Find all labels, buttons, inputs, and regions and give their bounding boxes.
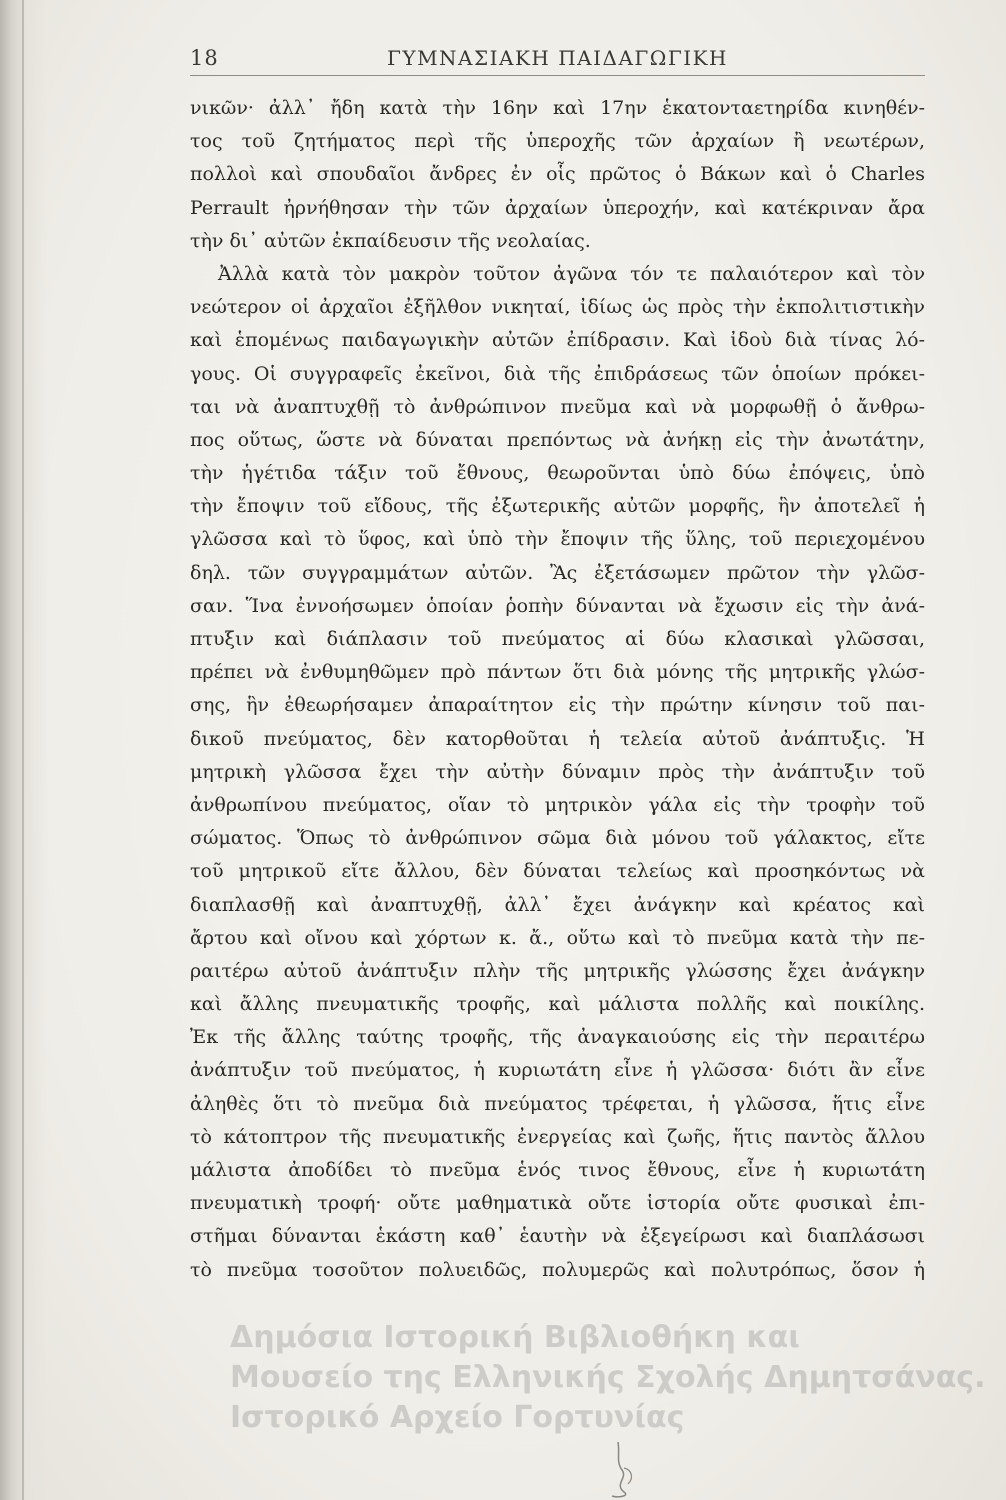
watermark-line: Μουσείο της Ελληνικής Σχολής Δημητσάνας.: [230, 1360, 986, 1395]
text-line: ἀληθὲς ὅτι τὸ πνεῦμα διὰ πνεύματος τρέφεται, ἡ γλῶσσα, ἥτις εἶνε: [190, 1092, 925, 1115]
text-line: ἀνθρωπίνου πνεύματος, οἵαν τὸ μητρικὸν γάλα εἰς τὴν τροφὴν τοῦ: [190, 793, 925, 816]
text-line: τὸ κάτοπτρον τῆς πνευματικῆς ἐνεργείας καὶ ζωῆς, ἥτις παντὸς ἄλλου: [190, 1125, 925, 1148]
text-line: πολλοὶ καὶ σπουδαῖοι ἄνδρες ἐν οἷς πρῶτος ὁ Βάκων καὶ ὁ Charles: [190, 163, 925, 186]
text-line: νεώτερον οἱ ἀρχαῖοι ἐξῆλθον νικηταί, ἰδίως ὡς πρὸς τὴν ἐκπολιτιστικὴν: [190, 296, 925, 319]
text-line: τὴν δι᾽ αὐτῶν ἐκπαίδευσιν τῆς νεολαίας.: [190, 229, 591, 252]
text-line: ἀνάπτυξιν τοῦ πνεύματος, ἡ κυριωτάτη εἶνε ἡ γλῶσσα· διότι ἂν εἶνε: [190, 1059, 925, 1082]
text-line: τὴν ἔποψιν τοῦ εἴδους, τῆς ἐξωτερικῆς αὐτῶν μορφῆς, ἣν ἀποτελεῖ ἡ: [190, 495, 925, 518]
watermark-line: Δημόσια Ιστορική Βιβλιοθήκη και: [230, 1320, 800, 1355]
text-line: νικῶν· ἀλλ᾽ ἤδη κατὰ τὴν 16ην καὶ 17ην ἑκατονταετηρίδα κινηθέν-: [190, 97, 925, 119]
text-line: μάλιστα ἀποδίδει τὸ πνεῦμα ἑνός τινος ἔθνους, εἶνε ἡ κυριωτάτη: [190, 1159, 925, 1181]
body-text: [190, 92, 925, 1287]
text-line: καὶ ἑπομένως παιδαγωγικὴν αὐτῶν ἐπίδρασιν. Καὶ ἰδοὺ διὰ τίνας λό-: [190, 329, 925, 352]
watermark-line: Ιστορικό Αρχείο Γορτυνίας: [230, 1400, 685, 1435]
page-number: 18: [190, 46, 219, 70]
text-line: διαπλασθῇ καὶ ἀναπτυχθῇ, ἀλλ᾽ ἔχει ἀνάγκην καὶ κρέατος καὶ: [190, 893, 925, 916]
text-line: τὸ πνεῦμα τοσοῦτον πολυειδῶς, πολυμερῶς καὶ πολυτρόπως, ὅσον ἡ: [190, 1258, 925, 1281]
library-watermark: [230, 1318, 990, 1438]
text-line: γλῶσσα καὶ τὸ ὕφος, καὶ ὑπὸ τὴν ἔποψιν τῆς ὕλης, τοῦ περιεχομένου: [190, 528, 925, 551]
text-line: Perrault ἠρνήθησαν τὴν τῶν ἀρχαίων ὑπεροχήν, καὶ κατέκριναν ἄρα: [190, 196, 925, 219]
text-line: γους. Οἱ συγγραφεῖς ἐκεῖνοι, διὰ τῆς ἐπιδράσεως τῶν ὁποίων πρόκει-: [190, 362, 925, 385]
text-line: ται νὰ ἀναπτυχθῇ τὸ ἀνθρώπινον πνεῦμα καὶ νὰ μορφωθῇ ὁ ἄνθρω-: [190, 395, 925, 418]
text-line: τὴν ἡγέτιδα τάξιν τοῦ ἔθνους, θεωροῦνται ὑπὸ δύω ἐπόψεις, ὑπὸ: [190, 462, 925, 485]
text-line: ἄρτου καὶ οἴνου καὶ χόρτων κ. ἄ., οὕτω καὶ τὸ πνεῦμα κατὰ τὴν πε-: [190, 926, 925, 949]
text-line: πος οὕτως, ὥστε νὰ δύναται πρεπόντως νὰ ἀνήκῃ εἰς τὴν ἀνωτάτην,: [190, 428, 925, 451]
text-line: δικοῦ πνεύματος, δὲν κατορθοῦται ἡ τελεία αὐτοῦ ἀνάπτυξις. Ἡ: [190, 727, 925, 750]
text-line: πτυξιν καὶ διάπλασιν τοῦ πνεύματος αἱ δύω κλασικαὶ γλῶσσαι,: [190, 628, 925, 650]
pencil-mark-icon: [588, 1440, 658, 1500]
text-line: Ἐκ τῆς ἄλλης ταύτης τροφῆς, τῆς ἀναγκαιούσης εἰς τὴν περαιτέρω: [190, 1026, 925, 1049]
text-line: δηλ. τῶν συγγραμμάτων αὐτῶν. Ἂς ἐξετάσωμεν πρῶτον τὴν γλῶσ-: [190, 561, 925, 584]
text-line: μητρικὴ γλῶσσα ἔχει τὴν αὐτὴν δύναμιν πρὸς τὴν ἀνάπτυξιν τοῦ: [190, 760, 925, 783]
book-spine-shadow: [0, 0, 48, 1500]
text-line: τος τοῦ ζητήματος περὶ τῆς ὑπεροχῆς τῶν ἀρχαίων ἢ νεωτέρων,: [190, 130, 925, 153]
text-line: σης, ἣν ἐθεωρήσαμεν ἀπαραίτητον εἰς τὴν πρώτην κίνησιν τοῦ παι-: [190, 694, 925, 717]
text-line: στῆμαι δύνανται ἑκάστη καθ᾽ ἑαυτὴν νὰ ἐξεγείρωσι καὶ διαπλάσωσι: [190, 1225, 925, 1248]
text-line: καὶ ἄλλης πνευματικῆς τροφῆς, καὶ μάλιστα πολλῆς καὶ ποικίλης.: [190, 993, 925, 1016]
text-line: πνευματικὴ τροφή· οὔτε μαθηματικὰ οὔτε ἱστορία οὔτε φυσικαὶ ἐπι-: [190, 1192, 925, 1215]
text-line: πρέπει νὰ ἐνθυμηθῶμεν πρὸ πάντων ὅτι διὰ μόνης τῆς μητρικῆς γλώσ-: [190, 661, 925, 684]
header-rule: [190, 75, 925, 76]
text-line: σώματος. Ὅπως τὸ ἀνθρώπινον σῶμα διὰ μόνου τοῦ γάλακτος, εἴτε: [190, 827, 925, 850]
text-line: ραιτέρω αὐτοῦ ἀνάπτυξιν πλὴν τῆς μητρικῆς γλώσσης ἔχει ἀνάγκην: [190, 959, 925, 982]
binding-line: [22, 0, 24, 1500]
text-line: Ἀλλὰ κατὰ τὸν μακρὸν τοῦτον ἀγῶνα τόν τε παλαιότερον καὶ τὸν: [218, 262, 925, 285]
running-title: ΓΥΜΝΑΣΙΑΚΗ ΠΑΙΔΑΓΩΓΙΚΗ: [386, 46, 729, 70]
text-line: τοῦ μητρικοῦ εἴτε ἄλλου, δὲν δύναται τελείως καὶ προσηκόντως νὰ: [190, 860, 925, 883]
text-line: σαν. Ἵνα ἐννοήσωμεν ὁποίαν ῥοπὴν δύνανται νὰ ἔχωσιν εἰς τὴν ἀνά-: [190, 594, 925, 617]
